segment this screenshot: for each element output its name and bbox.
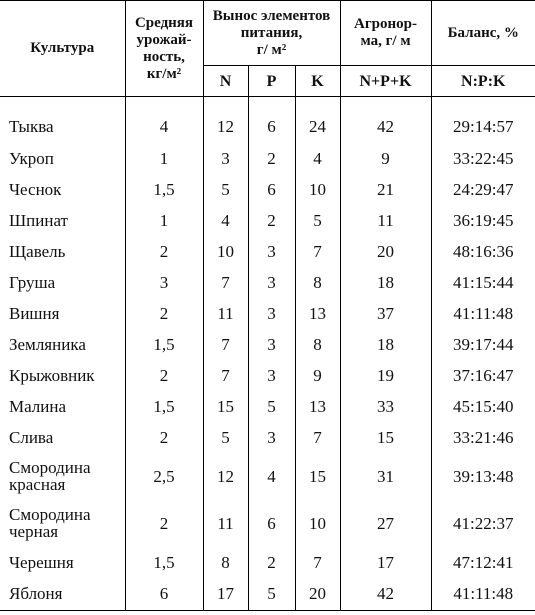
cell-crop: Малина: [0, 391, 125, 422]
cell-n: 4: [203, 205, 248, 236]
table-row: [0, 360, 535, 391]
cell-crop: Груша: [0, 267, 125, 298]
cell-n: 12: [203, 97, 248, 143]
cell-n: 5: [203, 174, 248, 205]
table-row: [0, 143, 535, 174]
cell-ratio: 41:11:48: [431, 578, 535, 611]
cell-crop: Слива: [0, 422, 125, 453]
table-row: [0, 422, 535, 453]
cell-crop: Земляника: [0, 329, 125, 360]
cell-n: 7: [203, 329, 248, 360]
header-n: N: [203, 66, 248, 97]
cell-crop: Яблоня: [0, 578, 125, 611]
cell-npk: 42: [340, 578, 431, 611]
cell-p: 3: [248, 329, 295, 360]
header-removal: Вынос элементов питания, г/ м²: [203, 1, 340, 66]
cell-k: 7: [295, 422, 340, 453]
header-npk: N+P+K: [340, 66, 431, 97]
table-row: [0, 500, 535, 547]
cell-yield: 2,5: [125, 453, 203, 500]
cell-npk: 42: [340, 97, 431, 143]
cell-n: 11: [203, 500, 248, 547]
cell-k: 8: [295, 267, 340, 298]
cell-p: 3: [248, 236, 295, 267]
cell-p: 2: [248, 143, 295, 174]
cell-n: 12: [203, 453, 248, 500]
table-row: [0, 267, 535, 298]
cell-ratio: 41:11:48: [431, 298, 535, 329]
cell-crop: Смородина черная: [0, 500, 125, 547]
table-row: [0, 97, 535, 143]
cell-p: 6: [248, 500, 295, 547]
header-balance: Баланс, %: [431, 1, 535, 66]
table-row: [0, 547, 535, 578]
header-crop: Культура: [0, 1, 125, 97]
table-row: [0, 578, 535, 611]
cell-p: 3: [248, 360, 295, 391]
cell-crop: Чеснок: [0, 174, 125, 205]
cell-yield: 1: [125, 205, 203, 236]
cell-n: 7: [203, 360, 248, 391]
cell-k: 4: [295, 143, 340, 174]
cell-ratio: 39:13:48: [431, 453, 535, 500]
cell-npk: 37: [340, 298, 431, 329]
cell-ratio: 45:15:40: [431, 391, 535, 422]
cell-yield: 4: [125, 97, 203, 143]
cell-k: 10: [295, 500, 340, 547]
cell-crop: Тыква: [0, 97, 125, 143]
cell-npk: 20: [340, 236, 431, 267]
cell-crop: Шпинат: [0, 205, 125, 236]
cell-k: 5: [295, 205, 340, 236]
cell-k: 7: [295, 547, 340, 578]
cell-n: 15: [203, 391, 248, 422]
cell-crop: Черешня: [0, 547, 125, 578]
cell-npk: 9: [340, 143, 431, 174]
cell-npk: 31: [340, 453, 431, 500]
cell-n: 5: [203, 422, 248, 453]
table-row: [0, 453, 535, 500]
cell-ratio: 48:16:36: [431, 236, 535, 267]
cell-n: 11: [203, 298, 248, 329]
cell-k: 9: [295, 360, 340, 391]
cell-crop: Смородина красная: [0, 453, 125, 500]
cell-yield: 1,5: [125, 329, 203, 360]
table-row: [0, 205, 535, 236]
cell-n: 7: [203, 267, 248, 298]
cell-yield: 1: [125, 143, 203, 174]
cell-n: 8: [203, 547, 248, 578]
cell-yield: 1,5: [125, 391, 203, 422]
cell-p: 6: [248, 97, 295, 143]
header-yield: Средняя урожай- ность, кг/м²: [125, 1, 203, 97]
cell-yield: 2: [125, 422, 203, 453]
cell-ratio: 36:19:45: [431, 205, 535, 236]
cell-npk: 17: [340, 547, 431, 578]
cell-k: 24: [295, 97, 340, 143]
cell-npk: 18: [340, 267, 431, 298]
table-body: [0, 97, 535, 611]
table-row: [0, 391, 535, 422]
header-k: K: [295, 66, 340, 97]
cell-k: 8: [295, 329, 340, 360]
cell-ratio: 29:14:57: [431, 97, 535, 143]
cell-yield: 6: [125, 578, 203, 611]
cell-p: 4: [248, 453, 295, 500]
cell-yield: 1,5: [125, 174, 203, 205]
cell-ratio: 47:12:41: [431, 547, 535, 578]
cell-yield: 2: [125, 500, 203, 547]
cell-yield: 2: [125, 360, 203, 391]
header-ratio: N:P:K: [431, 66, 535, 97]
cell-npk: 18: [340, 329, 431, 360]
cell-n: 3: [203, 143, 248, 174]
cell-ratio: 41:22:37: [431, 500, 535, 547]
cell-p: 5: [248, 391, 295, 422]
cell-npk: 11: [340, 205, 431, 236]
cell-yield: 3: [125, 267, 203, 298]
cell-n: 17: [203, 578, 248, 611]
header-norm: Агронор- ма, г/ м: [340, 1, 431, 66]
cell-ratio: 37:16:47: [431, 360, 535, 391]
cell-ratio: 24:29:47: [431, 174, 535, 205]
cell-p: 3: [248, 267, 295, 298]
cell-ratio: 33:21:46: [431, 422, 535, 453]
cell-p: 5: [248, 578, 295, 611]
cell-crop: Вишня: [0, 298, 125, 329]
cell-p: 2: [248, 205, 295, 236]
cell-npk: 21: [340, 174, 431, 205]
cell-p: 6: [248, 174, 295, 205]
cell-p: 2: [248, 547, 295, 578]
table-row: [0, 329, 535, 360]
cell-k: 13: [295, 391, 340, 422]
cell-k: 15: [295, 453, 340, 500]
cell-npk: 19: [340, 360, 431, 391]
cell-k: 7: [295, 236, 340, 267]
table-row: [0, 236, 535, 267]
cell-ratio: 39:17:44: [431, 329, 535, 360]
cell-ratio: 41:15:44: [431, 267, 535, 298]
cell-yield: 2: [125, 236, 203, 267]
cell-npk: 27: [340, 500, 431, 547]
cell-k: 10: [295, 174, 340, 205]
cell-yield: 2: [125, 298, 203, 329]
cell-crop: Щавель: [0, 236, 125, 267]
cell-k: 13: [295, 298, 340, 329]
table-row: [0, 174, 535, 205]
cell-n: 10: [203, 236, 248, 267]
header-p: P: [248, 66, 295, 97]
cell-npk: 33: [340, 391, 431, 422]
cell-crop: Укроп: [0, 143, 125, 174]
cell-ratio: 33:22:45: [431, 143, 535, 174]
cell-crop: Крыжовник: [0, 360, 125, 391]
cell-k: 20: [295, 578, 340, 611]
cell-yield: 1,5: [125, 547, 203, 578]
cell-p: 3: [248, 422, 295, 453]
cell-npk: 15: [340, 422, 431, 453]
table-row: [0, 298, 535, 329]
cell-p: 3: [248, 298, 295, 329]
